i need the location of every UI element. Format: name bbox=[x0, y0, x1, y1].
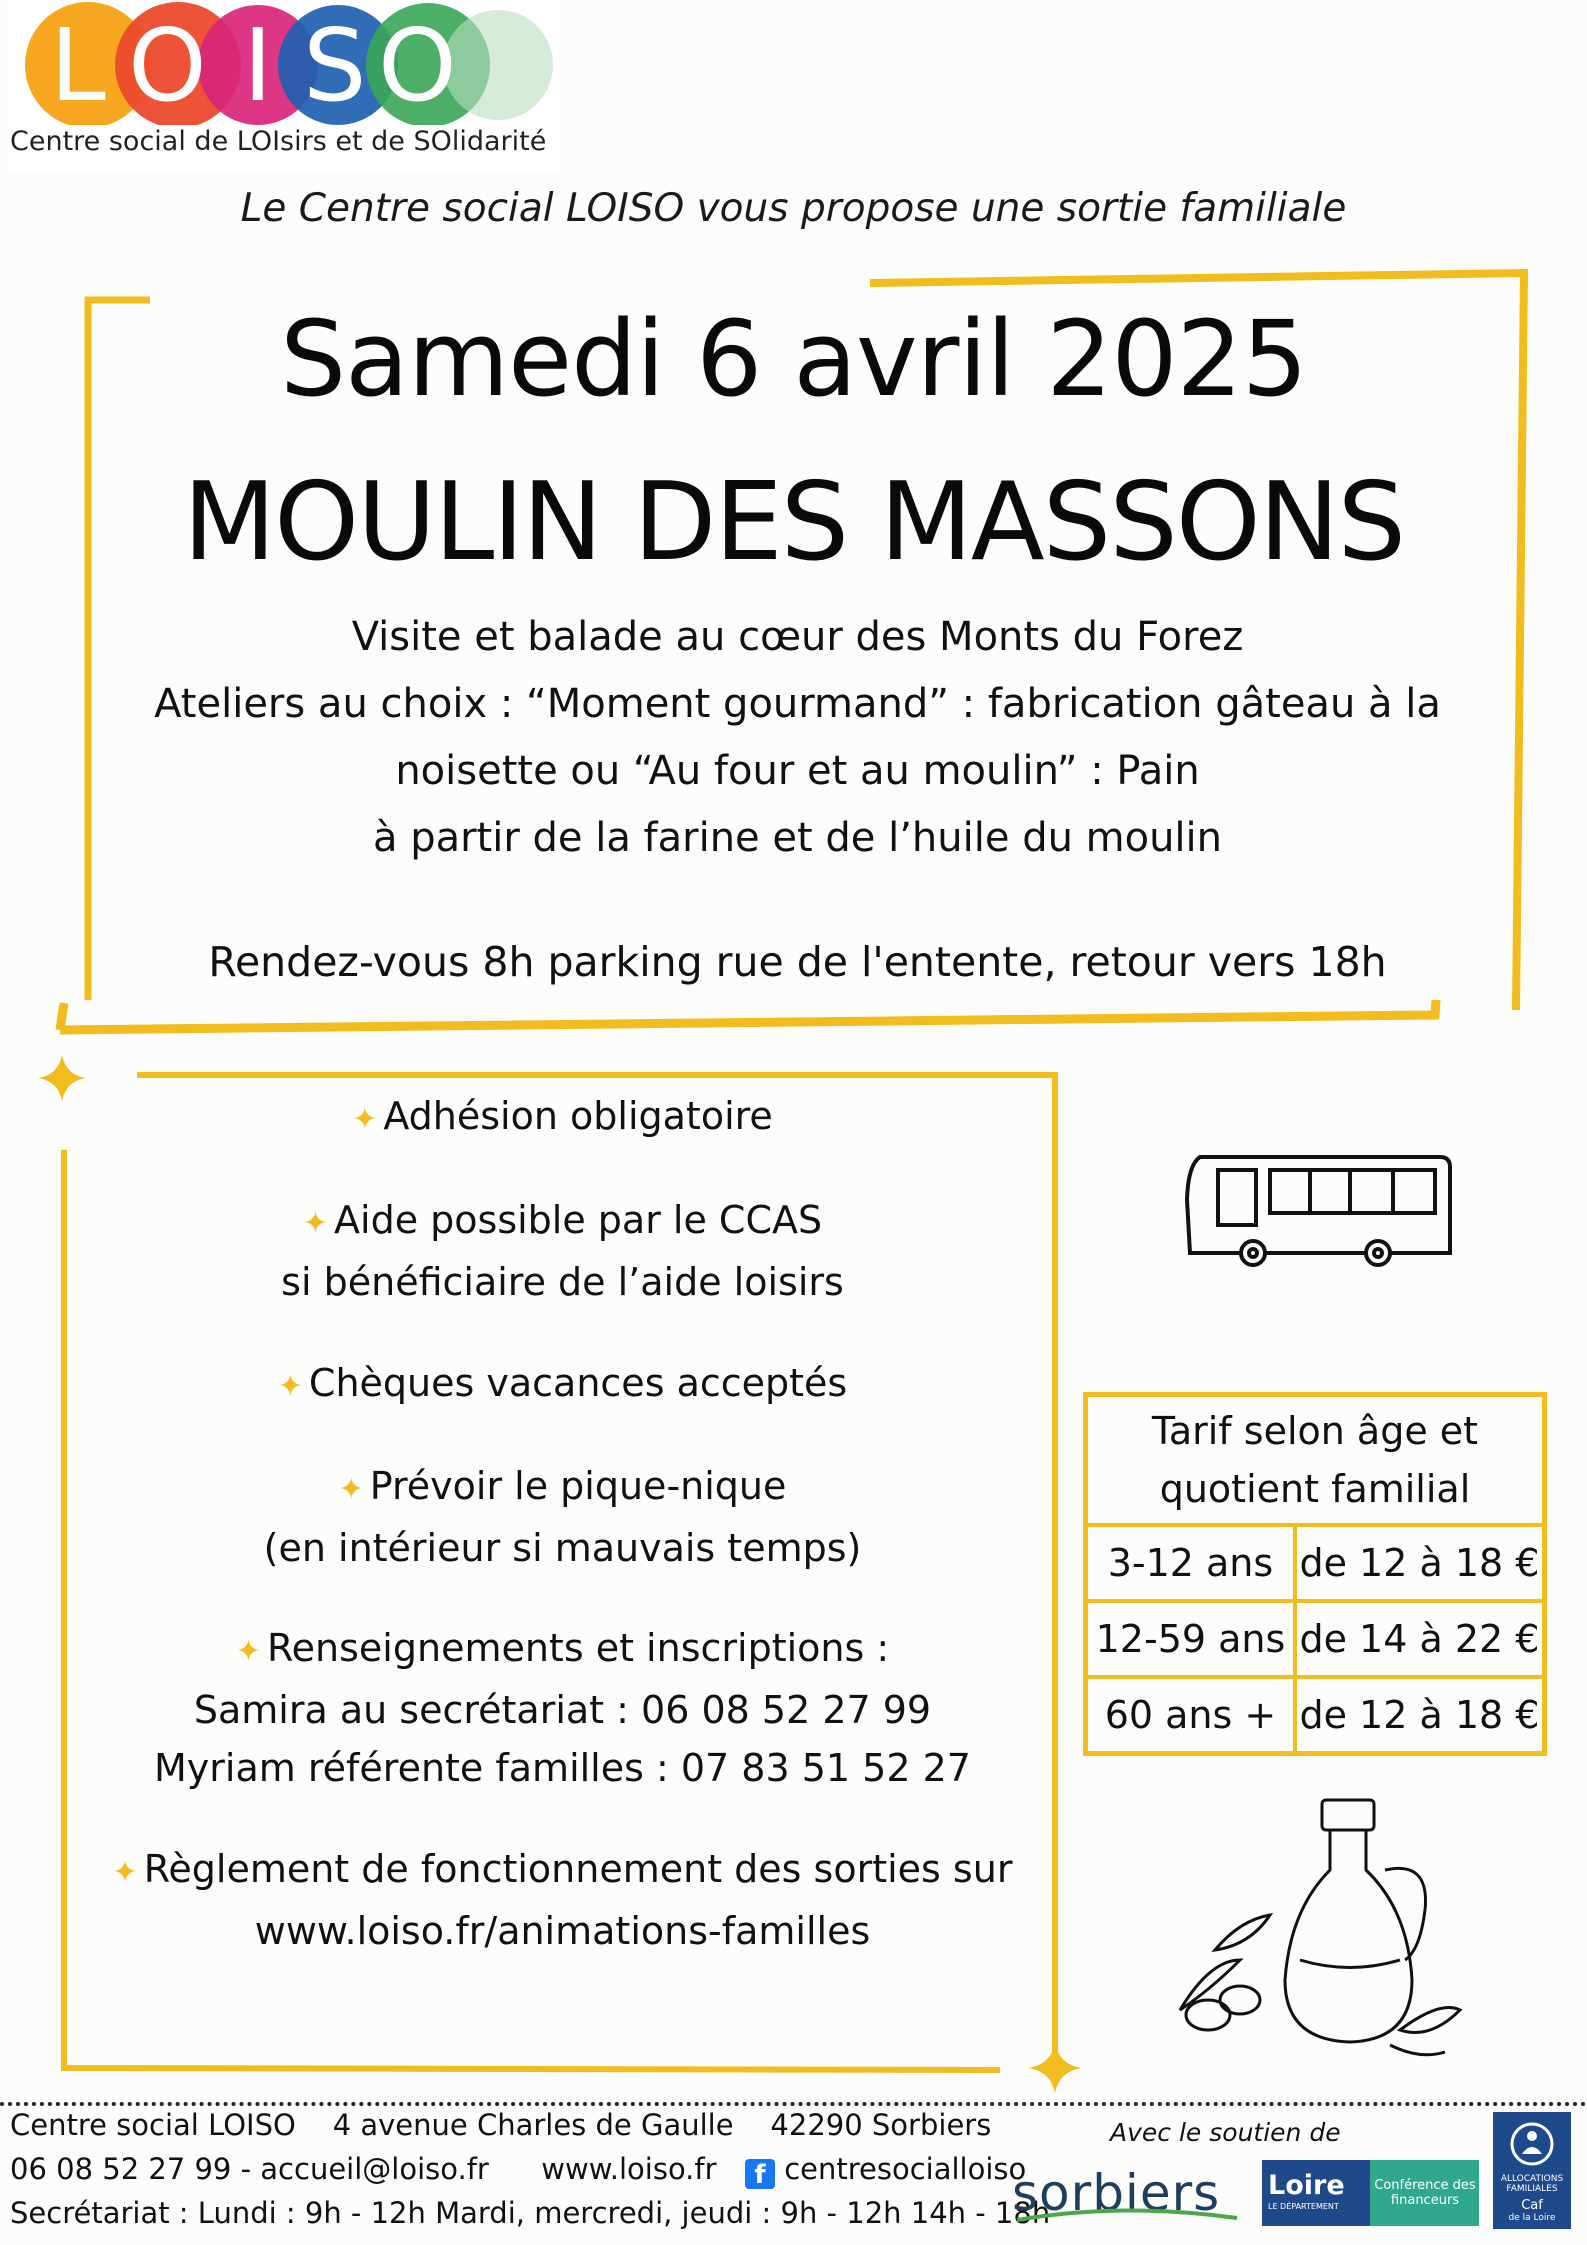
table-row bbox=[1086, 1601, 1545, 1677]
caf-label: ALLOCATIONS FAMILIALES bbox=[1500, 2174, 1564, 2194]
tarif-age: 60 ans + bbox=[1086, 1677, 1295, 1754]
info-picnic: ✦ Prévoir le pique-nique (en intérieur si mauvais temps) bbox=[263, 1464, 862, 1570]
event-date: Samedi 6 avril 2025 bbox=[280, 298, 1307, 420]
footer-phone-email[interactable]: 06 08 52 27 99 - accueil@loiso.fr bbox=[10, 2152, 489, 2186]
info-membership: ✦ Adhésion obligatoire bbox=[352, 1094, 773, 1138]
tarif-header: Tarif selon âge et quotient familial bbox=[1086, 1395, 1545, 1526]
loire-dept-label: LE DÉPARTEMENT bbox=[1268, 2202, 1339, 2211]
logo-letter-o1: O bbox=[128, 7, 207, 124]
sorbiers-logo: sorbiers bbox=[1012, 2164, 1221, 2222]
sparkle-icon: ✦ bbox=[352, 1102, 378, 1137]
footer-hours: Secrétariat : Lundi : 9h - 12h Mardi, mercredi, jeudi : 9h - 12h 14h - 18h bbox=[10, 2196, 1051, 2230]
tarif-table bbox=[1083, 1392, 1547, 1756]
logo-letter-s: S bbox=[303, 7, 367, 124]
footer-contact bbox=[10, 2152, 1026, 2189]
logo-caption: Centre social de LOIsirs et de SOlidarité bbox=[10, 126, 547, 157]
caf-emblem-icon bbox=[1508, 2120, 1556, 2168]
sparkle-icon: ✦ bbox=[302, 1206, 329, 1241]
tarif-price: de 12 à 18 € bbox=[1295, 1525, 1545, 1601]
tarif-price: de 12 à 18 € bbox=[1295, 1677, 1545, 1754]
intro-text: Le Centre social LOISO vous propose une sortie familiale bbox=[240, 186, 1347, 231]
table-row bbox=[1086, 1677, 1545, 1754]
event-place: MOULIN DES MASSONS bbox=[182, 460, 1405, 585]
caf-short-label: Caf bbox=[1521, 2198, 1543, 2213]
rules-link[interactable]: www.loiso.fr/animations-familles bbox=[254, 1909, 871, 1953]
logo-letter-o2: O bbox=[378, 7, 457, 124]
oil-jar-illustration bbox=[1180, 1800, 1460, 2055]
logo-letter-l: L bbox=[50, 7, 106, 124]
info-ccas: ✦ Aide possible par le CCAS si bénéficiaire de l’aide loisirs bbox=[281, 1198, 844, 1304]
sorbiers-swoosh-icon bbox=[1012, 2200, 1242, 2230]
rendezvous-text: Rendez-vous 8h parking rue de l'entente, retour vers 18h bbox=[208, 938, 1387, 986]
tarif-price: de 14 à 22 € bbox=[1295, 1601, 1545, 1677]
info-cheques: ✦ Chèques vacances acceptés bbox=[277, 1361, 848, 1405]
tarif-age: 12-59 ans bbox=[1086, 1601, 1295, 1677]
sparkle-icon bbox=[1029, 2043, 1081, 2093]
sparkle-icon bbox=[38, 1055, 86, 1101]
sparkle-icon: ✦ bbox=[235, 1634, 261, 1669]
support-label: Avec le soutien de bbox=[1110, 2118, 1341, 2147]
conference-financeurs-label: Conférence des financeurs bbox=[1374, 2178, 1476, 2208]
sparkle-icon: ✦ bbox=[338, 1472, 364, 1507]
logo-letter-i: I bbox=[243, 7, 273, 124]
bus-icon bbox=[1187, 1157, 1450, 1265]
table-row bbox=[1086, 1525, 1545, 1601]
facebook-icon: f bbox=[745, 2159, 775, 2189]
sparkle-icon: ✦ bbox=[112, 1855, 138, 1890]
description-line: Visite et balade au cœur des Monts du Forez bbox=[351, 614, 1244, 660]
sparkle-icon: ✦ bbox=[277, 1369, 303, 1404]
description-line: Ateliers au choix : “Moment gourmand” : fabrication gâteau à la bbox=[154, 681, 1441, 727]
loire-logo-label: Loire bbox=[1268, 2170, 1345, 2201]
info-rules: ✦ Règlement de fonctionnement des sorties sur www.loiso.fr/animations-familles bbox=[112, 1847, 1013, 1953]
caf-sub-label: de la Loire bbox=[1508, 2213, 1556, 2223]
footer-facebook[interactable]: centresocialloiso bbox=[784, 2152, 1027, 2186]
info-contact: ✦ Renseignements et inscriptions : Samira au secrétariat : 06 08 52 27 99 Myriam référente familles : 07 83 51 52 27 bbox=[154, 1626, 971, 1790]
tarif-age: 3-12 ans bbox=[1086, 1525, 1295, 1601]
footer-website[interactable]: www.loiso.fr bbox=[541, 2152, 717, 2186]
footer-divider bbox=[0, 2102, 1587, 2106]
description-line: noisette ou “Au four et au moulin” : Pain bbox=[395, 748, 1200, 794]
footer-address: Centre social LOISO 4 avenue Charles de Gaulle 42290 Sorbiers bbox=[10, 2108, 992, 2142]
description-line: à partir de la farine et de l’huile du moulin bbox=[372, 815, 1223, 861]
